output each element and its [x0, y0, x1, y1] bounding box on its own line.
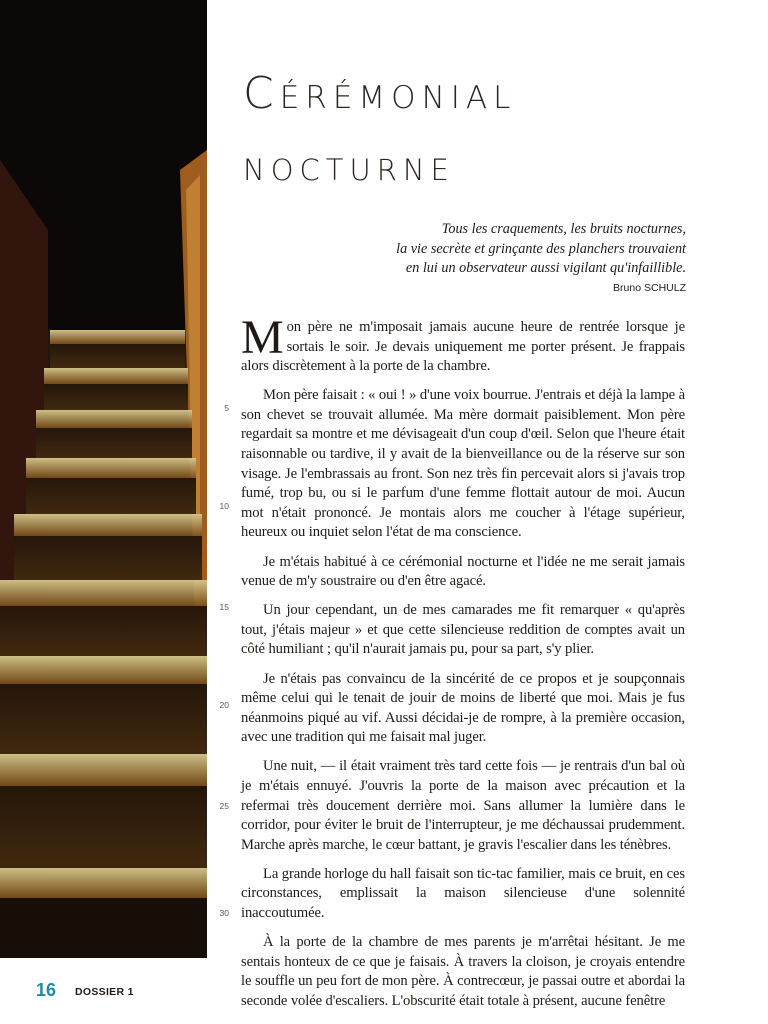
staircase-photo — [0, 0, 207, 958]
epigraph — [330, 220, 686, 296]
page-number: 16 — [36, 980, 57, 1000]
page-title — [243, 66, 743, 194]
title-line-1: Cérémonial — [243, 68, 517, 119]
line-number: 10 — [219, 501, 229, 511]
paragraph: Mon père ne m'imposait jamais aucune heure de rentrée lorsque je sortais le soir. Je devais uniquement me porter présent. Je frappais alors discrètement à la porte de la chambre. — [241, 311, 685, 375]
paragraph: Je n'étais pas convaincu de la sincérité de ce propos et je soupçonnais même celui qui le tenait de jouir de moins de liberté que moi. Mais je fus néanmoins piqué au vif. Aussi décidai-je de rompre, à la première occasion, avec une tradition qui me faisait mal juger. — [241, 670, 685, 746]
paragraph: Mon père faisait : « oui ! » d'une voix bourrue. J'entrais et déjà la lampe à son chevet se trouvait allumée. Ma mère dormait paisiblement. Mon père regardait sa montre et me dévisageait d'un coup d'œil. Selon que l'heure était raisonnable ou tardive, il y avait de la bienveillance ou de la réserve sur son visage. Je l'embrassais au front. Son nez très fin percevait alors si j'avais trop fumé, trop bu, ou si le parfum d'une femme flottait autour de moi. Aucun mot n'était prononcé. Je montais alors me coucher à l'étage supérieur, heureux ou inquiet selon l'état de ma conscience. — [241, 387, 685, 541]
paragraph: Une nuit, — il était vraiment très tard cette fois — je rentrais d'un bal où je m'étais ennuyé. J'ouvris la porte de la maison avec précaution et la refermai très doucement derrière moi. Sans allumer la lumière dans le corridor, pour éviter le bruit de l'interrupteur, je me déchaussai prudemment. Marche après marche, le cœur battant, je gravis l'escalier dans les ténèbres. — [241, 758, 685, 853]
line-number: 30 — [219, 908, 229, 918]
staircase-illustration — [0, 0, 207, 958]
story-text — [241, 311, 685, 1021]
paragraph: La grande horloge du hall faisait son tic-tac familier, mais ce bruit, en ces circonstances, emplissait la maison silencieuse d'une solennité inaccoutumée. — [241, 865, 685, 922]
line-number: 15 — [219, 602, 229, 612]
line-number: 5 — [224, 403, 229, 413]
paragraph: À la porte de la chambre de mes parents je m'arrêtai hésitant. Je me sentais honteux de ce que je faisais. À travers la cloison, je croyais entendre le souffle un peu fort de mon père. À contrecœur, je passai outre et abordai la seconde volée d'escaliers. L'obscurité était totale à présent, aucune fenêtre — [241, 934, 685, 1009]
epigraph-line: Tous les craquements, les bruits nocturnes, — [441, 221, 686, 237]
section-label: DOSSIER 1 — [75, 986, 134, 998]
line-number: 20 — [219, 700, 229, 710]
epigraph-line: la vie secrète et grinçante des planchers trouvaient — [396, 240, 686, 257]
paragraph: Je m'étais habitué à ce cérémonial nocturne et l'idée ne me serait jamais venue de m'y soustraire ou d'en être agacé. — [241, 553, 685, 590]
line-number: 25 — [219, 801, 229, 811]
epigraph-author: Bruno SCHULZ — [613, 281, 686, 294]
title-line-2: nocturne — [243, 141, 455, 190]
paragraph: Un jour cependant, un de mes camarades me fit remarquer « qu'après tout, j'étais majeur » et que cette silencieuse reddition de comptes avait un côté humiliant ; qu'il n'aurait jamais pu, pour sa part, s'y plier. — [241, 602, 685, 658]
epigraph-line: en lui un observateur aussi vigilant qu'infaillible. — [405, 260, 686, 276]
